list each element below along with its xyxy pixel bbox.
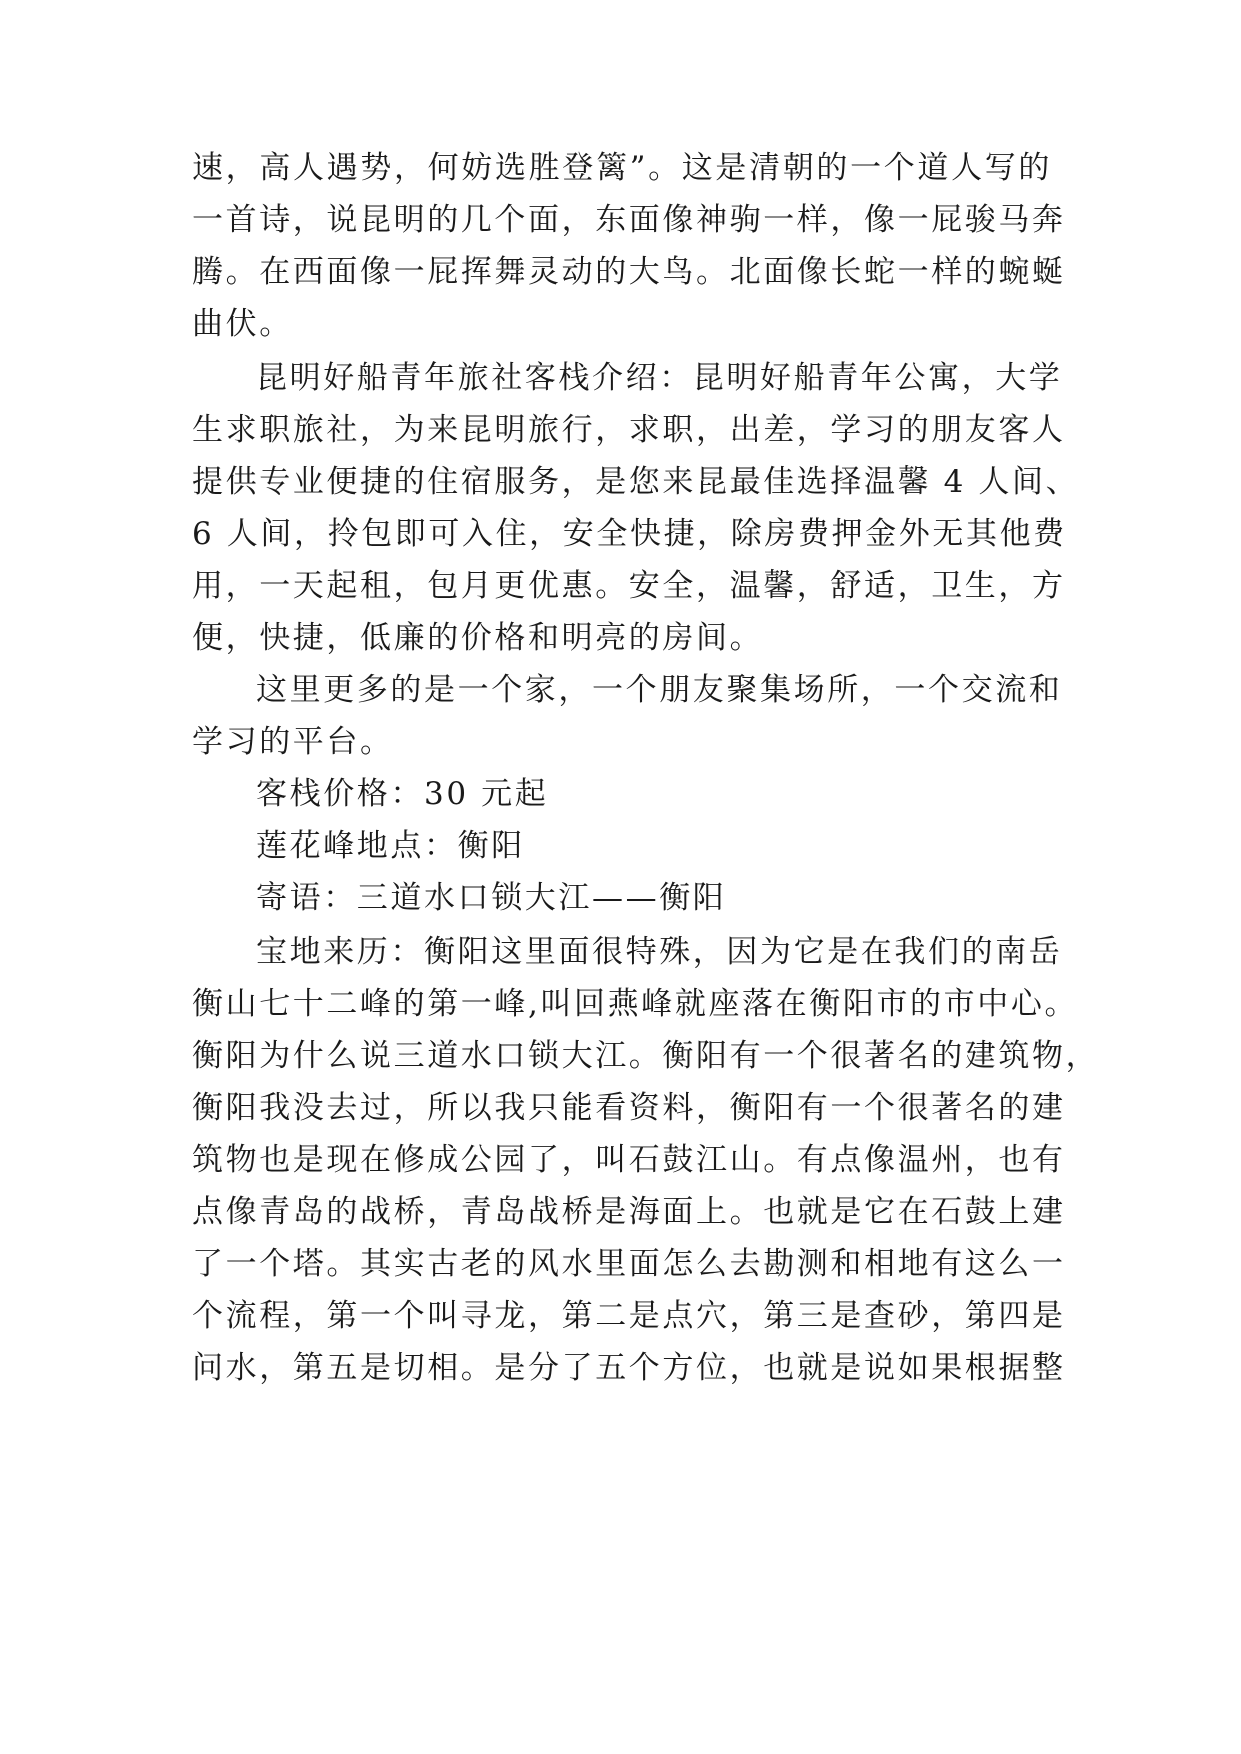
- text-line: 客栈价格：30 元起: [256, 776, 549, 812]
- text-line: 了一个塔。其实古老的风水里面怎么去勘测和相地有这么一: [192, 1246, 1066, 1282]
- text-line: 一首诗，说昆明的几个面，东面像神驹一样，像一屁骏马奔: [192, 202, 1066, 238]
- text-line: 速，高人遇势，何妨选胜登篱”。这是清朝的一个道人写的: [192, 150, 1052, 186]
- text-line: 个流程，第一个叫寻龙，第二是点穴，第三是查砂，第四是: [192, 1298, 1066, 1334]
- text-line: 曲伏。: [192, 306, 293, 342]
- text-line: 宝地来历：衡阳这里面很特殊，因为它是在我们的南岳: [256, 934, 1063, 970]
- text-line: 莲花峰地点：衡阳: [256, 828, 525, 864]
- text-line: 6 人间，拎包即可入住，安全快捷，除房费押金外无其他费: [192, 516, 1067, 552]
- text-line: 问水，第五是切相。是分了五个方位，也就是说如果根据整: [192, 1350, 1066, 1386]
- text-line: 便，快捷，低廉的价格和明亮的房间。: [192, 620, 764, 656]
- text-line: 昆明好船青年旅社客栈介绍：昆明好船青年公寓，大学: [256, 360, 1063, 396]
- text-line: 点像青岛的战桥，青岛战桥是海面上。也就是它在石鼓上建: [192, 1194, 1066, 1230]
- text-line: 衡阳我没去过，所以我只能看资料，衡阳有一个很著名的建: [192, 1090, 1066, 1126]
- text-line: 衡山七十二峰的第一峰,叫回燕峰就座落在衡阳市的市中心。: [192, 986, 1079, 1022]
- text-line: 腾。在西面像一屁挥舞灵动的大鸟。北面像长蛇一样的蜿蜒: [192, 254, 1066, 290]
- text-line: 筑物也是现在修成公园了，叫石鼓江山。有点像温州，也有: [192, 1142, 1066, 1178]
- text-line: 用，一天起租，包月更优惠。安全，温馨，舒适，卫生，方: [192, 568, 1066, 604]
- text-line: 衡阳为什么说三道水口锁大江。衡阳有一个很著名的建筑物，: [192, 1038, 1100, 1074]
- text-line: 寄语：三道水口锁大江——衡阳: [256, 880, 727, 916]
- text-line: 生求职旅社，为来昆明旅行，求职，出差，学习的朋友客人: [192, 412, 1066, 448]
- text-line: 学习的平台。: [192, 724, 394, 760]
- text-line: 提供专业便捷的住宿服务，是您来昆最佳选择温馨 4 人间、: [192, 464, 1080, 500]
- text-line: 这里更多的是一个家，一个朋友聚集场所，一个交流和: [256, 672, 1063, 708]
